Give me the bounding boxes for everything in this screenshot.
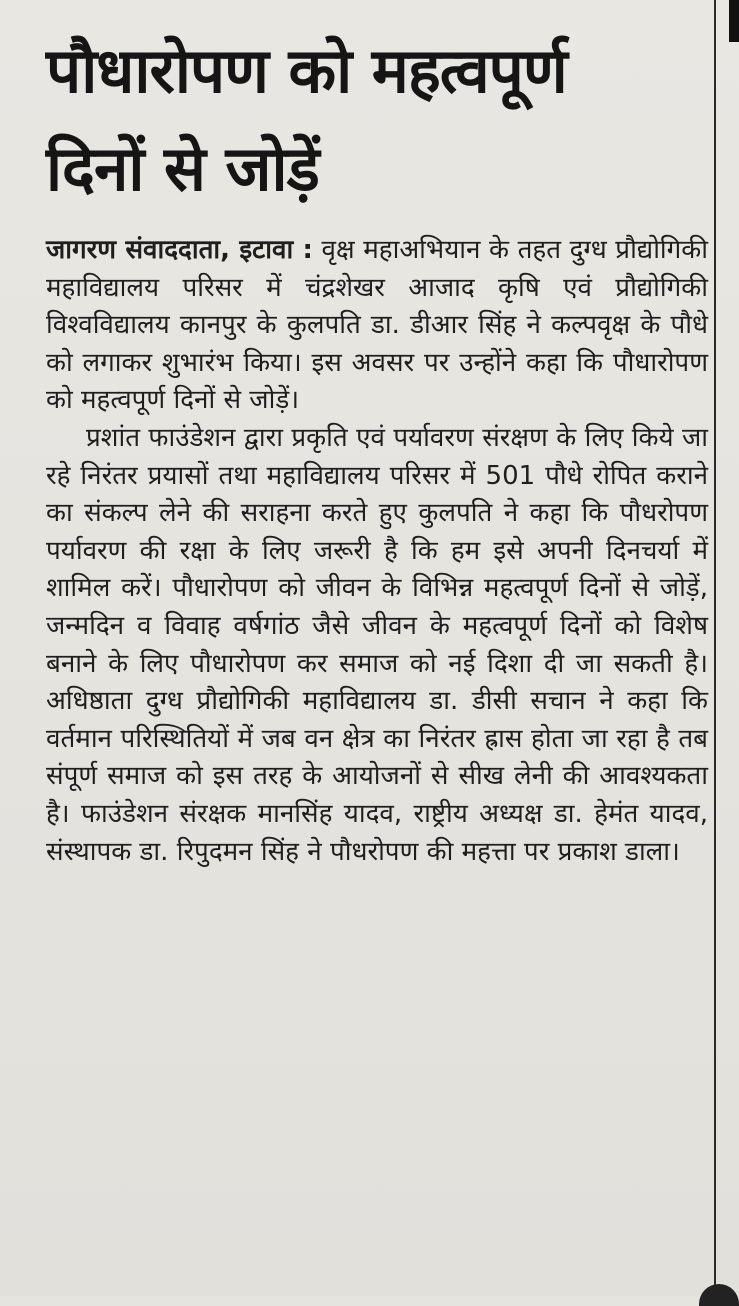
article-headline: [46, 22, 708, 218]
paragraph-text: वृक्ष महाअभियान के तहत दुग्ध प्रौद्योगिकी महाविद्यालय परिसर में चंद्रशेखर आजाद कृषि एवं प्रौद्योगिकी विश्वविद्यालय कानपुर के कुलपति डा. डीआर सिंह ने कल्पवृक्ष के पौधे को लगाकर शुभारंभ किया। इस अवसर पर उन्होंने कहा कि पौधारोपण को महत्वपूर्ण दिनों से जोड़ें।: [46, 235, 708, 416]
headline-line-1: पौधारोपण को महत्वपूर्ण: [46, 34, 567, 107]
paragraph-text: प्रशांत फाउंडेशन द्वारा प्रकृति एवं पर्यावरण संरक्षण के लिए किये जा रहे निरंतर प्रयासों तथा महाविद्यालय परिसर में 501 पौधे रोपित कराने का संकल्प लेने की सराहना करते हुए कुलपति ने कहा कि पौधरोपण पर्यावरण की रक्षा के लिए जरूरी है कि हम इसे अपनी दिनचर्या में शामिल करें। पौधारोपण को जीवन के विभिन्न महत्वपूर्ण दिनों से जोड़ें, जन्मदिन व विवाह वर्षगांठ जैसे जीवन के महत्वपूर्ण दिनों को विशेष बनाने के लिए पौधारोपण कर समाज को नई दिशा दी जा सकती है। अधिष्ठाता दुग्ध प्रौद्योगिकी महाविद्यालय डा. डीसी सचान ने कहा कि वर्तमान परिस्थितियों में जब वन क्षेत्र का निरंतर ह्रास होता जा रहा है तब संपूर्ण समाज को इस तरह के आयोजनों से सीख लेनी की आवश्यकता है। फाउंडेशन संरक्षक मानसिंह यादव, राष्ट्रीय अध्यक्ष डा. हेमंत यादव, संस्थापक डा. रिपुदमन सिंह ने पौधरोपण की महत्ता पर प्रकाश डाला।: [46, 422, 708, 867]
headline-line-2: दिनों से जोड़ें: [46, 132, 319, 205]
column-divider: [714, 0, 716, 1296]
article-paragraph: [46, 232, 708, 420]
article-paragraph: [46, 420, 708, 871]
adjacent-column-edge: [729, 0, 739, 42]
news-article: [46, 22, 708, 871]
adjacent-print-mark: [699, 1284, 739, 1306]
article-body: [46, 232, 708, 871]
article-byline: जागरण संवाददाता, इटावा :: [46, 235, 313, 265]
